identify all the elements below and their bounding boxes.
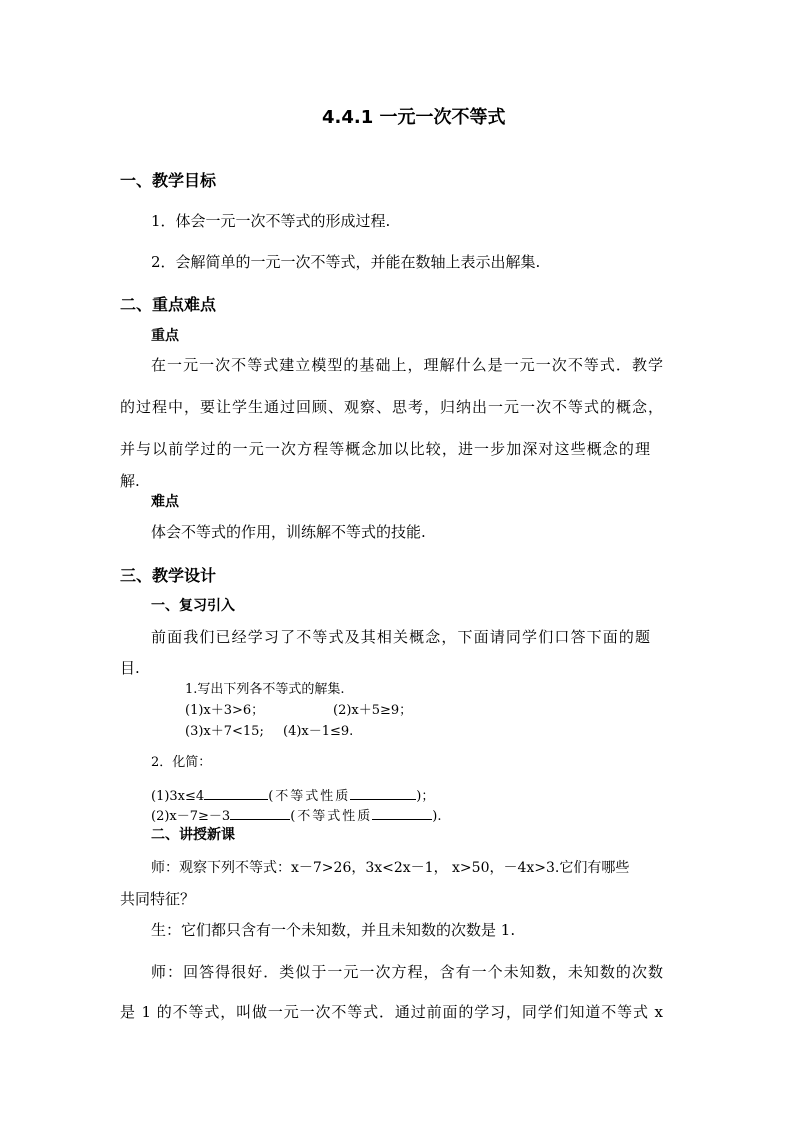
question-2-property-label: (不等式性质: [268, 789, 351, 804]
review-intro-line: 目.: [120, 659, 140, 677]
question-1-item: (4)x－1≤9.: [283, 724, 354, 739]
question-1-title: 1.写出下列各不等式的解集.: [185, 682, 345, 697]
question-2-closing: )；: [416, 789, 435, 804]
key-point-paragraph-line: 的过程中，要让学生通过回顾、观察、思考，归纳出一元一次不等式的概念，: [120, 398, 663, 416]
key-point-label: 重点: [151, 328, 179, 344]
subsection-heading-new-lesson: 二、讲授新课: [151, 827, 235, 843]
question-2-item-1: [151, 786, 434, 805]
question-2-item-2: [151, 806, 441, 825]
question-1-item: (3)x＋7<15;: [185, 724, 264, 739]
dialogue-line: 师：观察下列不等式：x－7>26，3x<2x－1， x>50，－4x>3.它们有哪些: [151, 860, 630, 876]
section-heading-design: 三、教学设计: [120, 566, 217, 585]
section-heading-key-points: 二、重点难点: [120, 295, 217, 314]
goal-item-2: 2．会解简单的一元一次不等式，并能在数轴上表示出解集.: [151, 253, 541, 271]
goal-item-1: 1．体会一元一次不等式的形成过程.: [151, 212, 391, 230]
section-heading-goals: 一、教学目标: [120, 171, 217, 190]
difficulty-label: 难点: [151, 494, 179, 510]
key-point-paragraph-line: 解.: [120, 472, 140, 490]
dialogue-line: 生：它们都只含有一个未知数，并且未知数的次数是 1.: [151, 921, 516, 939]
page-title: 4.4.1 一元一次不等式: [322, 107, 506, 128]
question-2-property-label: (不等式性质: [290, 809, 373, 824]
subsection-heading-review: 一、复习引入: [151, 598, 235, 614]
dialogue-line: 共同特征？: [120, 890, 196, 908]
question-2-title: 2．化简：: [151, 755, 212, 770]
answer-blank[interactable]: [204, 786, 268, 800]
answer-blank[interactable]: [230, 806, 290, 820]
question-1-item: (1)x＋3>6；: [185, 703, 265, 718]
question-2-expression: (1)3x≤4: [151, 789, 205, 804]
answer-blank[interactable]: [372, 806, 432, 820]
question-1-item: (2)x＋5≥9；: [333, 703, 413, 718]
answer-blank[interactable]: [350, 786, 416, 800]
dialogue-line: 师：回答得很好．类似于一元一次方程，含有一个未知数，未知数的次数: [151, 963, 663, 981]
key-point-paragraph-line: 在一元一次不等式建立模型的基础上，理解什么是一元一次不等式．教学: [151, 356, 663, 374]
dialogue-line: 是 1 的不等式，叫做一元一次不等式．通过前面的学习，同学们知道不等式 x: [120, 1003, 663, 1021]
question-2-closing: ).: [432, 809, 442, 824]
review-intro-line: 前面我们已经学习了不等式及其相关概念，下面请同学们口答下面的题: [151, 628, 650, 646]
key-point-paragraph-line: 并与以前学过的一元一次方程等概念加以比较，进一步加深对这些概念的理: [120, 440, 650, 458]
difficulty-text: 体会不等式的作用，训练解不等式的技能.: [151, 523, 426, 541]
question-2-expression: (2)x－7≥－3: [151, 809, 231, 824]
